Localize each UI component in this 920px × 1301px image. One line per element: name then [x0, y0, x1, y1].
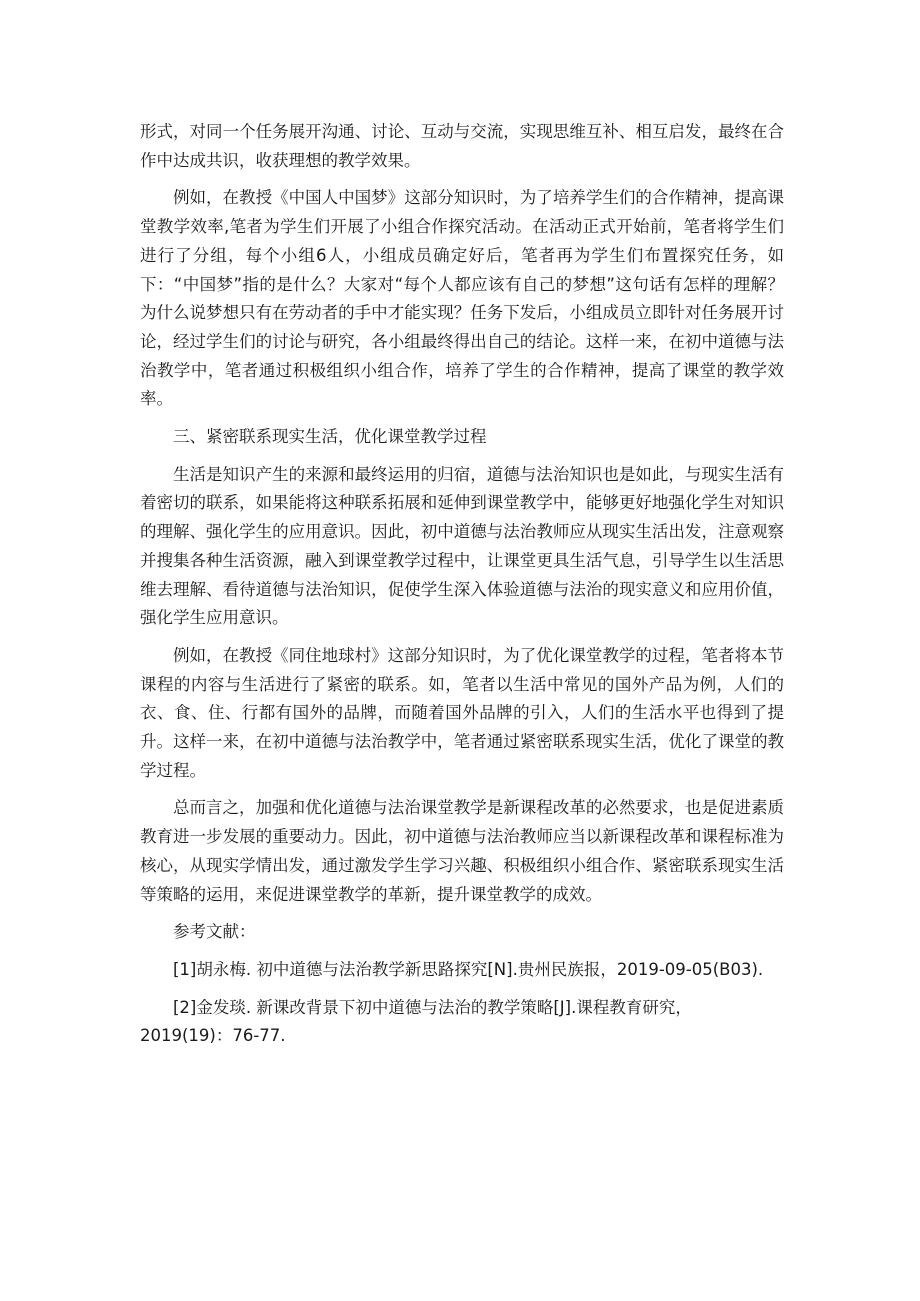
- continuation-paragraph: 形式，对同一个任务展开沟通、讨论、互动与交流，实现思维互补、相互启发，最终在合作中达成共识，收获理想的教学效果。: [140, 122, 784, 170]
- example-paragraph-cooperation: 例如，在教授《中国人中国梦》这部分知识时，为了培养学生们的合作精神，提高课堂教学效率,笔者为学生们开展了小组合作探究活动。在活动正式开始前，笔者将学生们进行了分组，每个小组6人，小组成员确定好后，笔者再为学生们布置探究任务，如下：“中国梦”指的是什么？大家对“每个人都应该有自己的梦想”这句话有怎样的理解？为什么说梦想只有在劳动者的手中才能实现？任务下发后，小组成员立即针对任务展开讨论，经过学生们的讨论与研究，各小组最终得出自己的结论。这样一来，在初中道德与法治教学中，笔者通过积极组织小组合作，培养了学生的合作精神，提高了课堂的教学效率。: [140, 188, 784, 409]
- body-paragraph-life: 生活是知识产生的来源和最终运用的归宿，道德与法治知识也是如此，与现实生活有着密切的联系，如果能将这种联系拓展和延伸到课堂教学中，能够更好地强化学生对知识的理解、强化学生的应用意识。因此，初中道德与法治教师应从现实生活出发，注意观察并搜集各种生活资源，融入到课堂教学过程中，让课堂更具生活气息，引导学生以生活思维去理解、看待道德与法治知识，促使学生深入体验道德与法治的现实意义和应用价值，强化学生应用意识。: [140, 464, 784, 628]
- document-page: [140, 118, 784, 1060]
- reference-item-1: [1]胡永梅. 初中道德与法治教学新思路探究[N].贵州民族报，2019-09-05(B03).: [173, 959, 764, 979]
- references-heading: 参考文献：: [173, 922, 256, 942]
- section-heading: 三、紧密联系现实生活，优化课堂教学过程: [173, 427, 487, 447]
- reference-item-2: [2]金发琰. 新课改背景下初中道德与法治的教学策略[J].课程教育研究，2019(19)：76-77.: [140, 997, 692, 1046]
- conclusion-paragraph: 总而言之，加强和优化道德与法治课堂教学是新课程改革的必然要求，也是促进素质教育进一步发展的重要动力。因此，初中道德与法治教师应当以新课程改革和课程标准为核心，从现实学情出发，通过激发学生学习兴趣、积极组织小组合作、紧密联系现实生活等策略的运用，来促进课堂教学的革新，提升课堂教学的成效。: [140, 798, 784, 904]
- example-paragraph-global-village: 例如，在教授《同住地球村》这部分知识时，为了优化课堂教学的过程，笔者将本节课程的内容与生活进行了紧密的联系。如，笔者以生活中常见的国外产品为例，人们的衣、食、住、行都有国外的品牌，而随着国外品牌的引入，人们的生活水平也得到了提升。这样一来，在初中道德与法治教学中，笔者通过紧密联系现实生活，优化了课堂的教学过程。: [140, 645, 784, 780]
